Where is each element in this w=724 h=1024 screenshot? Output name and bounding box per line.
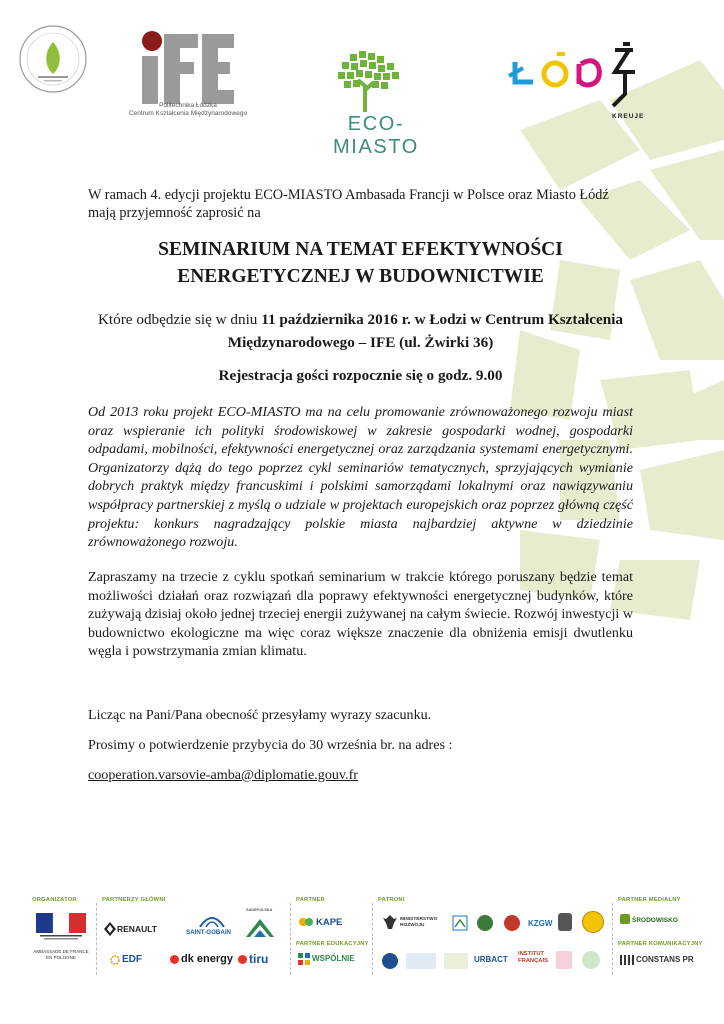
seminar-title-line2: ENERGETYCZNEJ W BUDOWNICTWIE [177,266,544,287]
patron-logo-14-icon [582,951,600,969]
tiru-logo: tiru [249,952,269,966]
patron-logo-8-icon [382,953,398,969]
ife-caption [118,102,258,119]
constans-bars-icon [620,955,634,965]
lodz-tagline: KREUJE [612,113,645,120]
sponsors-footer [32,897,703,979]
closing-sentence: Licząc na Pani/Pana obecność przesyłamy wyrazy szacunku. [88,707,432,723]
main-partners-section [102,897,282,977]
patron-logo-13-icon [556,951,572,969]
kape-leaf-icon [298,915,314,929]
contact-email-link[interactable]: cooperation.varsovie-amba@diplomatie.gouv.fr [88,767,358,783]
polish-eagle-icon [382,913,398,931]
registration-time: Rejestracja gości rozpocznie się o godz. 9.00 [218,367,503,384]
patron-logo-6-icon [558,913,572,931]
education-partner-heading: PARTNER EDUKACYJNY [296,941,369,947]
kzgw-logo: KZGW [528,919,553,928]
date-location-bold: 11 października 2016 r. w Łodzi w Centrum Kształcenia Międzynarodowego – IFE (ul. Żwirki 36) [227,311,624,351]
ife-caption-line2: Centrum Kształcenia Międzynarodowego [128,110,248,118]
eco-miasto-tree-icon [328,50,408,112]
main-partners-heading: PARTNERZY GŁÓWNI [102,897,166,903]
patron-logo-3-icon [477,915,493,931]
saint-gobain-arch-icon [198,913,226,927]
event-date-location [88,308,633,354]
footer-divider [96,903,97,975]
patron-logo-10-icon [444,953,468,969]
media-partner-heading: PARTNER MEDIALNY [618,897,681,903]
kape-logo: KAPE [316,917,343,928]
patron-logo-4-icon [504,915,520,931]
renault-diamond-icon [104,922,116,936]
edf-flame-icon [110,955,120,965]
seminar-title [88,236,633,290]
sade-polska-icon [244,915,276,939]
constans-pr-logo: CONSTANS PR [636,955,694,964]
sade-polska-label: SADEPOLSKA [246,908,273,912]
saint-gobain-logo: SAINT-GOBAIN [186,929,232,936]
footer-divider [612,903,613,975]
wspolnie-icon [298,953,310,965]
lodz-kreuje-logo [505,42,655,117]
renault-logo: RENAULT [117,924,157,934]
intro-text: W ramach 4. edycji projektu ECO-MIASTO Ambasada Francji w Polsce oraz Miasto Łódź mają przyjemność zaprosić na [88,187,609,221]
footer-divider [372,903,373,975]
patron-logo-7-icon [582,911,604,933]
communication-partner-heading: PARTNER KOMUNIKACYJNY [618,941,703,947]
seminar-title-line1: SEMINARIUM NA TEMAT EFEKTYWNOŚCI [158,239,563,260]
patrons-heading: PATRONI [378,897,405,903]
project-description-paragraph: Od 2013 roku projekt ECO-MIASTO ma na celu promowanie zrównoważonego rozwoju miast oraz wspieranie ich polityki środowiskowej w zakresie gospodarki wodnej, gospodarki odpadami, mobilności, efektywności energetycznej oraz zarządzania systemami energetycznymi. Organizatorzy dążą do tego poprzez cykl seminariów tematycznych, sprzyjających wymianie dobrych praktyk między francuskimi i polskimi samorządami lokalnymi oraz nawiązywaniu współpracy partnerskiej z myślą o udziale w projektach europejskich oraz poprzez główną część projektu: konkurs nagradzający polskie miasta najbardziej aktywne w dziedzinie zrównoważonego rozwoju. [88,404,633,551]
dkenergy-logo: dk energy [181,953,233,965]
patron-logo-2-icon [452,915,468,931]
organizer-section [32,897,92,977]
tiru-dot-icon [238,955,247,964]
urbact-logo: URBACT [474,955,508,964]
partner-heading: PARTNER [296,897,325,903]
patrons-section [378,897,608,977]
media-partner-logo: ŚRODOWISKO [632,917,678,924]
ife-caption-line1: Politechnika Łódzka [159,102,217,109]
institut-francais-logo: INSTITUT FRANÇAIS [518,951,548,964]
edf-logo: EDF [122,954,142,965]
partner-section [296,897,376,977]
wspolnie-logo: WSPÓLNIE [312,954,355,963]
footer-divider [290,903,291,975]
french-republic-flag-icon [36,913,86,941]
media-partners-section [618,897,703,977]
organizer-heading: ORGANIZATOR [32,897,77,903]
date-prefix: Które odbędzie się w dniu [97,311,262,328]
dkenergy-dot-icon [170,955,179,964]
cop21-label-logo [18,24,88,94]
invitation-paragraph: Zapraszamy na trzecie z cyklu spotkań seminarium w trakcie którego poruszany będzie temat możliwości działań oraz rozwiązań dla poprawy efektywności energetycznej budynków, które zużywają dzisiaj około jednej trzeciej energii zużywanej na całym świecie. Rozwój inwestycji w budownictwo ekologiczne ma więc coraz większe znaczenie dla obniżenia emisji dwutlenku węgla i powstrzymania zmian klimatu. [88,569,633,660]
eco-miasto-brand: ECO-MIASTO [333,113,419,158]
organizer-subtitle: AMBASSADE DE FRANCE EN POLOGNE [33,949,89,960]
patron-logo-9-icon [406,953,436,969]
media-partner-icon [620,914,630,924]
ministerstwo-logo: MINISTERSTWO ROZWOJU [400,917,438,928]
confirmation-request: Prosimy o potwierdzenie przybycia do 30 września br. na adres : [88,737,453,753]
